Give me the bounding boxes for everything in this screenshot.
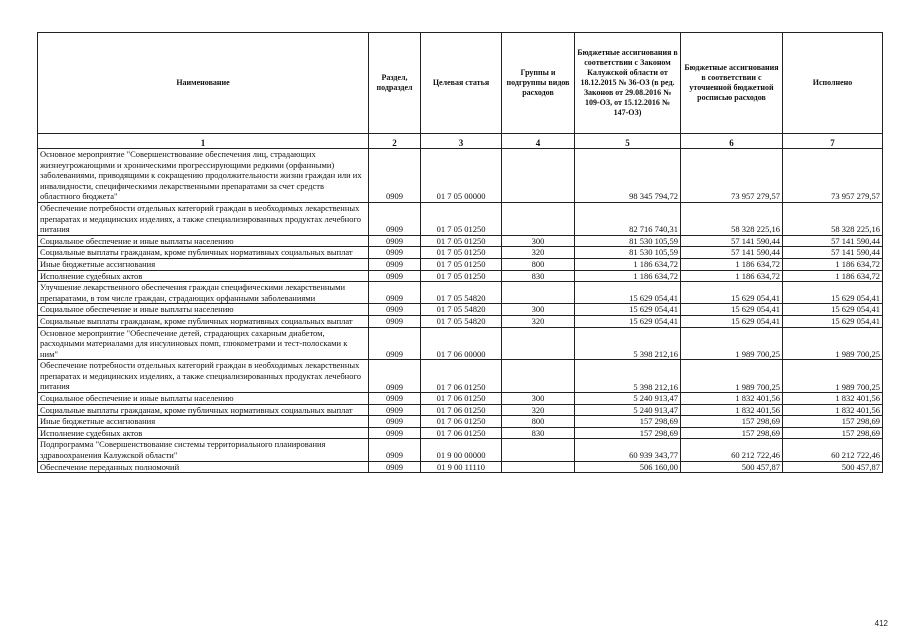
row-revised: 1 186 634,72: [681, 270, 783, 282]
row-planned: 1 186 634,72: [575, 270, 681, 282]
header-row: [38, 33, 883, 134]
row-target: 01 7 05 54820: [421, 315, 502, 327]
row-section: 0909: [369, 315, 421, 327]
row-name: Социальное обеспечение и иные выплаты населению: [38, 235, 369, 247]
row-name: Обеспечение потребности отдельных категорий граждан в необходимых лекарственных препаратах и медицинских изделиях, а также специализированных продуктах лечебного питания: [38, 360, 369, 393]
table-row: [38, 404, 883, 416]
row-executed: 1 989 700,25: [783, 360, 883, 393]
row-revised: 15 629 054,41: [681, 304, 783, 316]
row-executed: 1 186 634,72: [783, 258, 883, 270]
row-section: 0909: [369, 235, 421, 247]
row-planned: 5 240 913,47: [575, 393, 681, 405]
table-row: [38, 202, 883, 235]
row-executed: 1 186 634,72: [783, 270, 883, 282]
row-section: 0909: [369, 404, 421, 416]
row-section: 0909: [369, 304, 421, 316]
row-target: 01 7 06 01250: [421, 416, 502, 428]
table-row: [38, 461, 883, 473]
column-number: 6: [681, 134, 783, 149]
row-planned: 5 398 212,16: [575, 327, 681, 360]
table-row: [38, 315, 883, 327]
row-name: Обеспечение переданных полномочий: [38, 461, 369, 473]
row-planned: 1 186 634,72: [575, 258, 681, 270]
row-target: 01 7 06 00000: [421, 327, 502, 360]
row-executed: 500 457,87: [783, 461, 883, 473]
row-section: 0909: [369, 202, 421, 235]
row-section: 0909: [369, 439, 421, 461]
row-revised: 73 957 279,57: [681, 149, 783, 203]
row-revised: 15 629 054,41: [681, 282, 783, 304]
row-name: Социальные выплаты гражданам, кроме публичных нормативных социальных выплат: [38, 404, 369, 416]
row-executed: 1 832 401,56: [783, 404, 883, 416]
row-group: 300: [502, 393, 575, 405]
row-name: Основное мероприятие "Обеспечение детей, страдающих сахарным диабетом, расходными материалами для инсулиновых помп, глюкометрами и тест-полосками к ним": [38, 327, 369, 360]
column-number: 4: [502, 134, 575, 149]
row-section: 0909: [369, 270, 421, 282]
column-number: 3: [421, 134, 502, 149]
row-group: 320: [502, 247, 575, 259]
row-planned: 60 939 343,77: [575, 439, 681, 461]
row-target: 01 7 05 01250: [421, 235, 502, 247]
row-target: 01 7 06 01250: [421, 404, 502, 416]
row-section: 0909: [369, 360, 421, 393]
row-revised: 500 457,87: [681, 461, 783, 473]
column-number: 2: [369, 134, 421, 149]
row-planned: 98 345 794,72: [575, 149, 681, 203]
row-target: 01 7 06 01250: [421, 360, 502, 393]
row-target: 01 7 06 01250: [421, 427, 502, 439]
row-planned: 5 398 212,16: [575, 360, 681, 393]
header-target: Целевая статья: [421, 33, 502, 134]
row-executed: 157 298,69: [783, 416, 883, 428]
row-revised: 57 141 590,44: [681, 235, 783, 247]
row-planned: 5 240 913,47: [575, 404, 681, 416]
row-name: Социальное обеспечение и иные выплаты населению: [38, 304, 369, 316]
row-executed: 58 328 225,16: [783, 202, 883, 235]
row-target: 01 9 00 11110: [421, 461, 502, 473]
row-planned: 157 298,69: [575, 427, 681, 439]
row-executed: 1 989 700,25: [783, 327, 883, 360]
row-group: [502, 439, 575, 461]
row-name: Социальные выплаты гражданам, кроме публичных нормативных социальных выплат: [38, 247, 369, 259]
budget-table: [37, 32, 883, 473]
row-section: 0909: [369, 258, 421, 270]
table-row: [38, 427, 883, 439]
row-name: Обеспечение потребности отдельных категорий граждан в необходимых лекарственных препаратах и медицинских изделиях, а также специализированных продуктах лечебного питания: [38, 202, 369, 235]
row-group: [502, 202, 575, 235]
row-target: 01 7 05 54820: [421, 282, 502, 304]
row-target: 01 7 05 00000: [421, 149, 502, 203]
row-section: 0909: [369, 282, 421, 304]
row-target: 01 7 05 01250: [421, 258, 502, 270]
row-revised: 1 989 700,25: [681, 360, 783, 393]
row-executed: 15 629 054,41: [783, 282, 883, 304]
table-row: [38, 282, 883, 304]
header-group: Группы и подгруппы видов расходов: [502, 33, 575, 134]
table-row: [38, 270, 883, 282]
row-revised: 60 212 722,46: [681, 439, 783, 461]
row-revised: 15 629 054,41: [681, 315, 783, 327]
table-row: [38, 393, 883, 405]
row-name: Социальное обеспечение и иные выплаты населению: [38, 393, 369, 405]
row-executed: 60 212 722,46: [783, 439, 883, 461]
table-row: [38, 258, 883, 270]
row-executed: 57 141 590,44: [783, 235, 883, 247]
row-group: [502, 327, 575, 360]
row-revised: 1 832 401,56: [681, 393, 783, 405]
row-planned: 157 298,69: [575, 416, 681, 428]
row-target: 01 9 00 00000: [421, 439, 502, 461]
table-row: [38, 439, 883, 461]
row-executed: 1 832 401,56: [783, 393, 883, 405]
header-name: Наименование: [38, 33, 369, 134]
row-name: Иные бюджетные ассигнования: [38, 258, 369, 270]
column-number-row: [38, 134, 883, 149]
row-target: 01 7 05 54820: [421, 304, 502, 316]
table-row: [38, 149, 883, 203]
row-revised: 157 298,69: [681, 427, 783, 439]
row-name: Исполнение судебных актов: [38, 427, 369, 439]
row-planned: 15 629 054,41: [575, 304, 681, 316]
header-revised: Бюджетные ассигнования в соответствии с уточненной бюджетной росписью расходов: [681, 33, 783, 134]
row-planned: 82 716 740,31: [575, 202, 681, 235]
row-revised: 57 141 590,44: [681, 247, 783, 259]
page-number: 412: [874, 619, 888, 628]
row-name: Иные бюджетные ассигнования: [38, 416, 369, 428]
row-target: 01 7 05 01250: [421, 202, 502, 235]
row-group: [502, 461, 575, 473]
column-number: 7: [783, 134, 883, 149]
row-group: [502, 282, 575, 304]
row-executed: 15 629 054,41: [783, 315, 883, 327]
row-revised: 58 328 225,16: [681, 202, 783, 235]
row-executed: 57 141 590,44: [783, 247, 883, 259]
row-executed: 15 629 054,41: [783, 304, 883, 316]
row-section: 0909: [369, 393, 421, 405]
table-row: [38, 247, 883, 259]
table-row: [38, 360, 883, 393]
table-row: [38, 416, 883, 428]
row-group: 300: [502, 235, 575, 247]
row-group: 800: [502, 258, 575, 270]
column-number: 5: [575, 134, 681, 149]
row-section: 0909: [369, 427, 421, 439]
row-planned: 81 530 105,59: [575, 235, 681, 247]
header-section: Раздел, подраздел: [369, 33, 421, 134]
row-group: 830: [502, 270, 575, 282]
column-number: 1: [38, 134, 369, 149]
table-row: [38, 304, 883, 316]
row-section: 0909: [369, 149, 421, 203]
row-section: 0909: [369, 327, 421, 360]
table-row: [38, 235, 883, 247]
table-body: [38, 149, 883, 473]
row-revised: 1 989 700,25: [681, 327, 783, 360]
row-planned: 81 530 105,59: [575, 247, 681, 259]
row-name: Исполнение судебных актов: [38, 270, 369, 282]
row-executed: 157 298,69: [783, 427, 883, 439]
row-group: [502, 360, 575, 393]
row-planned: 506 160,00: [575, 461, 681, 473]
row-name: Подпрограмма "Совершенствование системы территориального планирования здравоохранения Калужской области": [38, 439, 369, 461]
row-section: 0909: [369, 247, 421, 259]
row-target: 01 7 05 01250: [421, 247, 502, 259]
row-target: 01 7 05 01250: [421, 270, 502, 282]
table-row: [38, 327, 883, 360]
row-name: Улучшение лекарственного обеспечения граждан специфическими лекарственными препаратами, в том числе граждан, страдающих орфанными заболеваниями: [38, 282, 369, 304]
row-planned: 15 629 054,41: [575, 282, 681, 304]
row-name: Основное мероприятие "Совершенствование обеспечения лиц, страдающих жизнеугрожающими и хроническими прогрессирующими редкими (орфанными) заболеваниями, приводящими к сокращению продолжительности жизни граждан или их инвалидности, специфическими лекарственными препаратами за счет средств областного бюджета": [38, 149, 369, 203]
row-revised: 1 186 634,72: [681, 258, 783, 270]
row-group: 830: [502, 427, 575, 439]
row-revised: 1 832 401,56: [681, 404, 783, 416]
header-planned: Бюджетные ассигнования в соответствии с Законом Калужской области от 18.12.2015 № 36-ОЗ (в ред. Законов от 29.08.2016 № 109-ОЗ, от 15.12.2016 № 147-ОЗ): [575, 33, 681, 134]
row-section: 0909: [369, 416, 421, 428]
row-target: 01 7 06 01250: [421, 393, 502, 405]
header-executed: Исполнено: [783, 33, 883, 134]
row-group: 300: [502, 304, 575, 316]
row-name: Социальные выплаты гражданам, кроме публичных нормативных социальных выплат: [38, 315, 369, 327]
row-executed: 73 957 279,57: [783, 149, 883, 203]
row-revised: 157 298,69: [681, 416, 783, 428]
row-group: 800: [502, 416, 575, 428]
row-group: [502, 149, 575, 203]
row-group: 320: [502, 404, 575, 416]
row-group: 320: [502, 315, 575, 327]
row-section: 0909: [369, 461, 421, 473]
row-planned: 15 629 054,41: [575, 315, 681, 327]
